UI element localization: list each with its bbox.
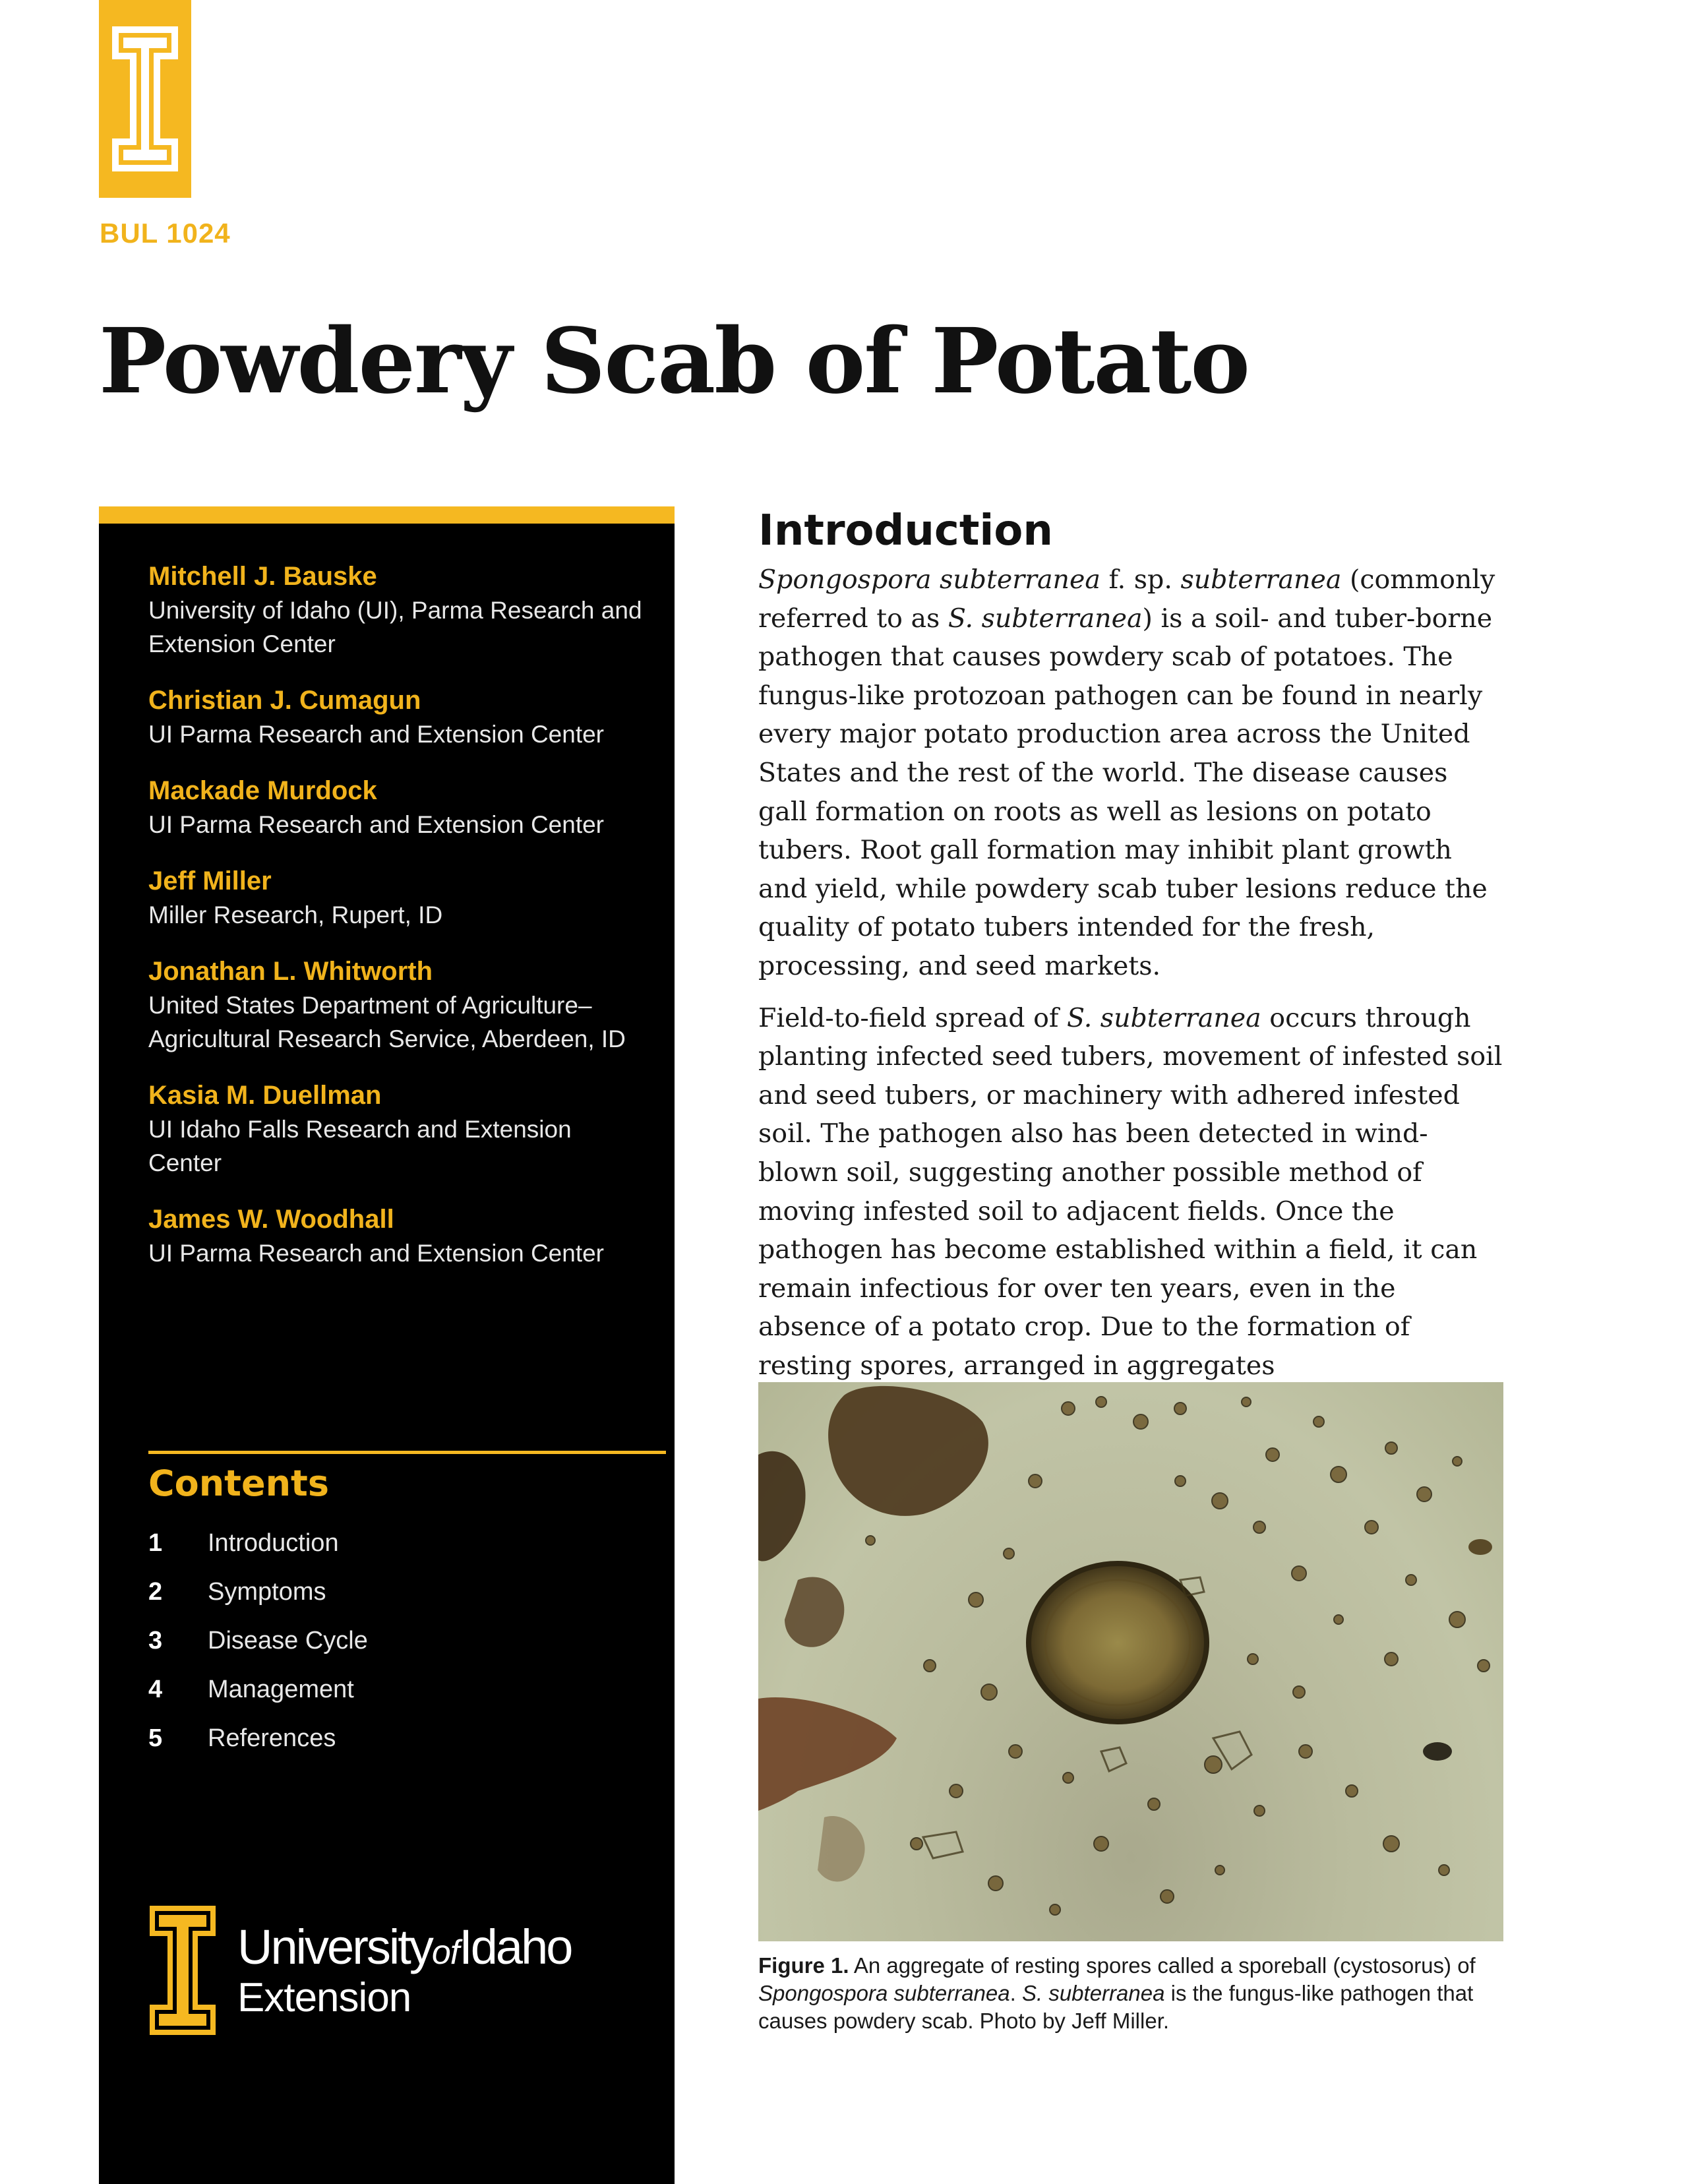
- author-list: [148, 559, 649, 1292]
- author-sidebar: [99, 506, 675, 2184]
- introduction-heading: Introduction: [758, 506, 1053, 555]
- author-item: [148, 774, 649, 841]
- introduction-paragraph-1: Spongospora subterranea f. sp. subterranea (commonly referred to as S. subterranea) is a soil- and tuber-borne pathogen that causes powdery scab of potatoes. The fungus-like protozoan pathogen can be found in nearly every major potato production area across the United States and the rest of the world. The disease causes gall formation on roots as well as lesions on potato tubers. Root gall formation may inhibit plant growth and yield, while powdery scab tuber lesions reduce the quality of potato tubers intended for the fresh, processing, and seed markets.: [758, 564, 1495, 981]
- author-item: [148, 683, 649, 751]
- figure-caption: Figure 1. An aggregate of resting spores called a sporeball (cystosorus) of Spongospora subterranea. S. subterranea is the fungus-like pathogen that causes powdery scab. Photo by Jeff Miller.: [758, 1953, 1476, 2033]
- author-item: [148, 559, 649, 661]
- toc-number: 5: [148, 1724, 163, 1752]
- page-title: Powdery Scab of Potato: [99, 309, 1249, 414]
- contents-divider: [148, 1451, 666, 1454]
- toc-item-disease-cycle[interactable]: [148, 1616, 649, 1665]
- toc-item-management[interactable]: [148, 1665, 649, 1714]
- introduction-paragraph-2: Field-to-field spread of S. subterranea occurs through planting infected seed tubers, movement of infested soil and seed tubers, or machinery with adhered infested soil. The pathogen also has been detected in wind-blown soil, suggesting another possible method of moving infested soil to adjacent fields. Once the pathogen has become established within a field, it can remain infectious for over ten years, even in the absence of a potato crop. Due to the formation of resting spores, arranged in aggregates: [758, 1002, 1503, 1381]
- author-name: Kasia M. Duellman: [148, 1081, 382, 1110]
- toc-label: Symptoms: [208, 1577, 326, 1606]
- author-item: [148, 1078, 649, 1180]
- sporeball-micrograph: [758, 1382, 1503, 1941]
- toc-label: Introduction: [208, 1529, 339, 1557]
- author-affiliation: University of Idaho (UI), Parma Research and Extension Center: [148, 597, 642, 657]
- block-i-icon: [148, 1904, 221, 2036]
- author-item: [148, 954, 649, 1056]
- toc-number: 4: [148, 1675, 163, 1703]
- toc-item-references[interactable]: [148, 1714, 649, 1763]
- author-name: Christian J. Cumagun: [148, 686, 421, 715]
- author-affiliation: Miller Research, Rupert, ID: [148, 901, 443, 928]
- logo-extension-text: Extension: [237, 1975, 411, 2020]
- block-i-icon: [109, 23, 181, 175]
- university-of-idaho-extension-logo: [148, 1904, 676, 2036]
- toc-label: Management: [208, 1675, 354, 1703]
- author-name: Mackade Murdock: [148, 776, 377, 805]
- author-affiliation: UI Parma Research and Extension Center: [148, 811, 605, 838]
- table-of-contents: [148, 1519, 649, 1763]
- toc-number: 1: [148, 1529, 163, 1557]
- author-affiliation: United States Department of Agriculture–Agricultural Research Service, Aberdeen, ID: [148, 992, 626, 1052]
- author-affiliation: UI Parma Research and Extension Center: [148, 1240, 605, 1267]
- author-affiliation: UI Idaho Falls Research and Extension Center: [148, 1116, 572, 1176]
- toc-label: References: [208, 1724, 336, 1752]
- author-name: Mitchell J. Bauske: [148, 562, 377, 591]
- toc-number: 2: [148, 1577, 163, 1606]
- main-content: [758, 501, 1503, 1398]
- sidebar-gold-bar: [99, 506, 675, 524]
- toc-label: Disease Cycle: [208, 1626, 368, 1654]
- contents-heading: Contents: [148, 1463, 330, 1504]
- author-item: [148, 1202, 649, 1270]
- toc-number: 3: [148, 1626, 163, 1654]
- university-of-idaho-block-i-logo: [99, 0, 191, 198]
- author-item: [148, 864, 649, 932]
- bulletin-number: BUL 1024: [100, 218, 231, 249]
- toc-item-introduction[interactable]: [148, 1519, 649, 1567]
- figure-label: Figure 1.: [758, 1953, 849, 1978]
- logo-wordmark: UniversityofIdaho: [237, 1920, 572, 1974]
- author-affiliation: UI Parma Research and Extension Center: [148, 721, 605, 748]
- author-name: Jeff Miller: [148, 866, 272, 895]
- micrograph-image: [758, 1382, 1503, 1941]
- author-name: Jonathan L. Whitworth: [148, 957, 433, 986]
- author-name: James W. Woodhall: [148, 1205, 394, 1234]
- toc-item-symptoms[interactable]: [148, 1567, 649, 1616]
